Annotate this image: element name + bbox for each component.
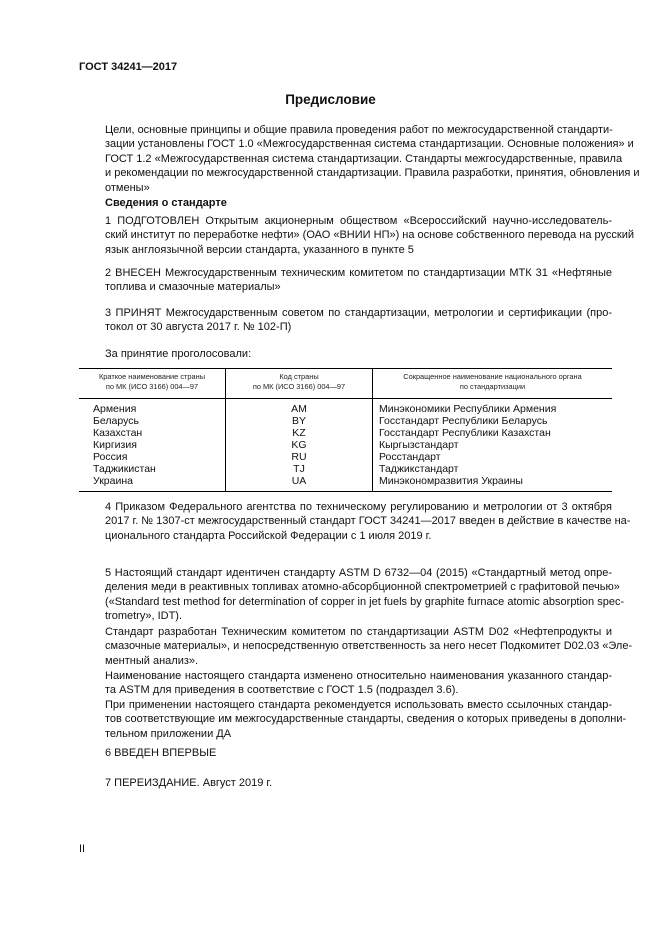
country-cell: Казахстан <box>93 427 143 439</box>
authority-cell: Госстандарт Республики Казахстан <box>373 427 613 439</box>
table-header-authority: Сокращенное наименование национального органа по стандартизации <box>373 369 613 399</box>
text-line: («Standard test method for determination of copper in jet fuels by graphite furnace atomic absorption spec- <box>105 595 625 608</box>
table-row <box>79 399 612 416</box>
page-title: Предисловие <box>285 92 376 107</box>
table-row <box>79 415 612 427</box>
code-cell: UA <box>226 475 373 492</box>
text-line: trometry», IDT). <box>105 610 183 623</box>
code-cell: KG <box>226 439 373 451</box>
table-header-country: Краткое наименование страны по МК (ИСО 3166) 004—97 <box>79 369 226 399</box>
authority-cell: Таджикстандарт <box>373 463 613 475</box>
section-subtitle: Сведения о стандарте <box>105 197 227 209</box>
item-5-developer-paragraph <box>79 625 633 668</box>
code-cell: RU <box>226 451 373 463</box>
text-line: смазочные материалы», и непосредственную ответственность за него несет Подкомитет D02.03 «Эле- <box>105 640 633 653</box>
item-5-references-paragraph <box>79 698 627 741</box>
item-7-paragraph <box>79 776 612 790</box>
text-line: 6 ВВЕДЕН ВПЕРВЫЕ <box>105 747 217 759</box>
item-5-paragraph <box>79 566 625 624</box>
text-line: ский институт по переработке нефти» (ОАО «ВНИИ НП») на основе собственного перевода на русский <box>105 229 634 242</box>
country-cell: Россия <box>93 451 128 463</box>
intro-paragraph <box>79 123 640 195</box>
text-line: 3 ПРИНЯТ Межгосударственным советом по стандартизации, метрологии и сертификации (про- <box>105 307 612 319</box>
text-line: и рекомендации по межгосударственной стандартизации. Правила разработки, принятия, обновления и <box>105 167 640 180</box>
item-5-name-change-paragraph <box>79 669 612 698</box>
page-number: II <box>79 843 86 855</box>
text-line: токол от 30 августа 2017 г. № 102-П) <box>105 321 292 334</box>
text-line: 1 ПОДГОТОВЛЕН Открытым акционерным обществом «Всероссийский научно-исследователь- <box>105 215 612 227</box>
text-line: деления меди в реактивных топливах атомно-абсорбционной спектрометрией с графитовой печью» <box>105 581 620 594</box>
authority-cell: Росстандарт <box>373 451 613 463</box>
table-row <box>79 439 612 451</box>
text-line: ционального стандарта Российской Федерации с 1 июля 2019 г. <box>105 529 432 542</box>
country-cell: Киргизия <box>93 439 137 451</box>
text-line: 7 ПЕРЕИЗДАНИЕ. Август 2019 г. <box>105 777 273 789</box>
authority-cell: Госстандарт Республики Беларусь <box>373 415 613 427</box>
table-header-code: Код страны по МК (ИСО 3166) 004—97 <box>226 369 373 399</box>
text-line: зации установлены ГОСТ 1.0 «Межгосударственная система стандартизации. Основные положения» и <box>105 138 634 151</box>
item-6-paragraph <box>79 746 612 760</box>
country-cell: Таджикистан <box>93 463 156 475</box>
text-line: 2 ВНЕСЕН Межгосударственным техническим комитетом по стандартизации МТК 31 «Нефтяные <box>105 267 612 279</box>
code-cell: AM <box>226 399 373 416</box>
country-cell: Украина <box>79 475 226 492</box>
code-cell: KZ <box>226 427 373 439</box>
text-line: тов соответствующие им межгосударственные стандарты, сведения о которых приведены в дополни- <box>105 713 627 726</box>
text-line: топлива и смазочные материалы» <box>105 281 281 294</box>
text-line: тельном приложении ДА <box>105 727 232 740</box>
table-row <box>79 427 612 439</box>
text-line: ментный анализ». <box>105 654 199 667</box>
authority-cell: Минэкономики Республики Армения <box>373 399 613 416</box>
table-header-row <box>79 369 612 399</box>
authority-cell: Минэкономразвития Украины <box>373 475 613 492</box>
text-line: та ASTM для приведения в соответствие с ГОСТ 1.5 (подраздел 3.6). <box>105 684 459 697</box>
text-line: ГОСТ 1.2 «Межгосударственная система стандартизации. Стандарты межгосударственные, правила <box>105 152 623 165</box>
voting-countries-table <box>79 368 612 492</box>
code-cell: TJ <box>226 463 373 475</box>
text-line: Стандарт разработан Техническим комитетом по стандартизации ASTM D02 «Нефтепродукты и <box>105 626 612 638</box>
text-line: 2017 г. № 1307-ст межгосударственный стандарт ГОСТ 34241—2017 введен в действие в качестве на- <box>105 515 631 528</box>
text-line: Наименование настоящего стандарта изменено относительно наименования указанного стандар- <box>105 670 612 682</box>
text-line: При применении настоящего стандарта рекомендуется использовать вместо ссылочных стандар- <box>105 699 612 711</box>
item-4-paragraph <box>79 500 631 543</box>
document-id: ГОСТ 34241—2017 <box>79 61 178 73</box>
text-line: язык англоязычной версии стандарта, указанного в пункте 5 <box>105 243 414 256</box>
text-line: 4 Приказом Федерального агентства по техническому регулированию и метрологии от 3 октября <box>105 501 612 513</box>
code-cell: BY <box>226 415 373 427</box>
table-row <box>79 463 612 475</box>
text-line: 5 Настоящий стандарт идентичен стандарту ASTM D 6732—04 (2015) «Стандартный метод опре- <box>105 567 612 579</box>
item-1-paragraph <box>79 214 634 257</box>
country-cell: Беларусь <box>93 415 139 427</box>
item-2-paragraph <box>79 266 612 295</box>
table-row <box>79 475 612 492</box>
country-cell: Армения <box>93 403 137 415</box>
text-line: отмены» <box>105 181 150 194</box>
table-row <box>79 451 612 463</box>
text-line: Цели, основные принципы и общие правила проведения работ по межгосударственной стандарти- <box>105 124 613 136</box>
item-3-paragraph <box>79 306 612 335</box>
vote-label: За принятие проголосовали: <box>105 348 252 360</box>
authority-cell: Кыргызстандарт <box>373 439 613 451</box>
